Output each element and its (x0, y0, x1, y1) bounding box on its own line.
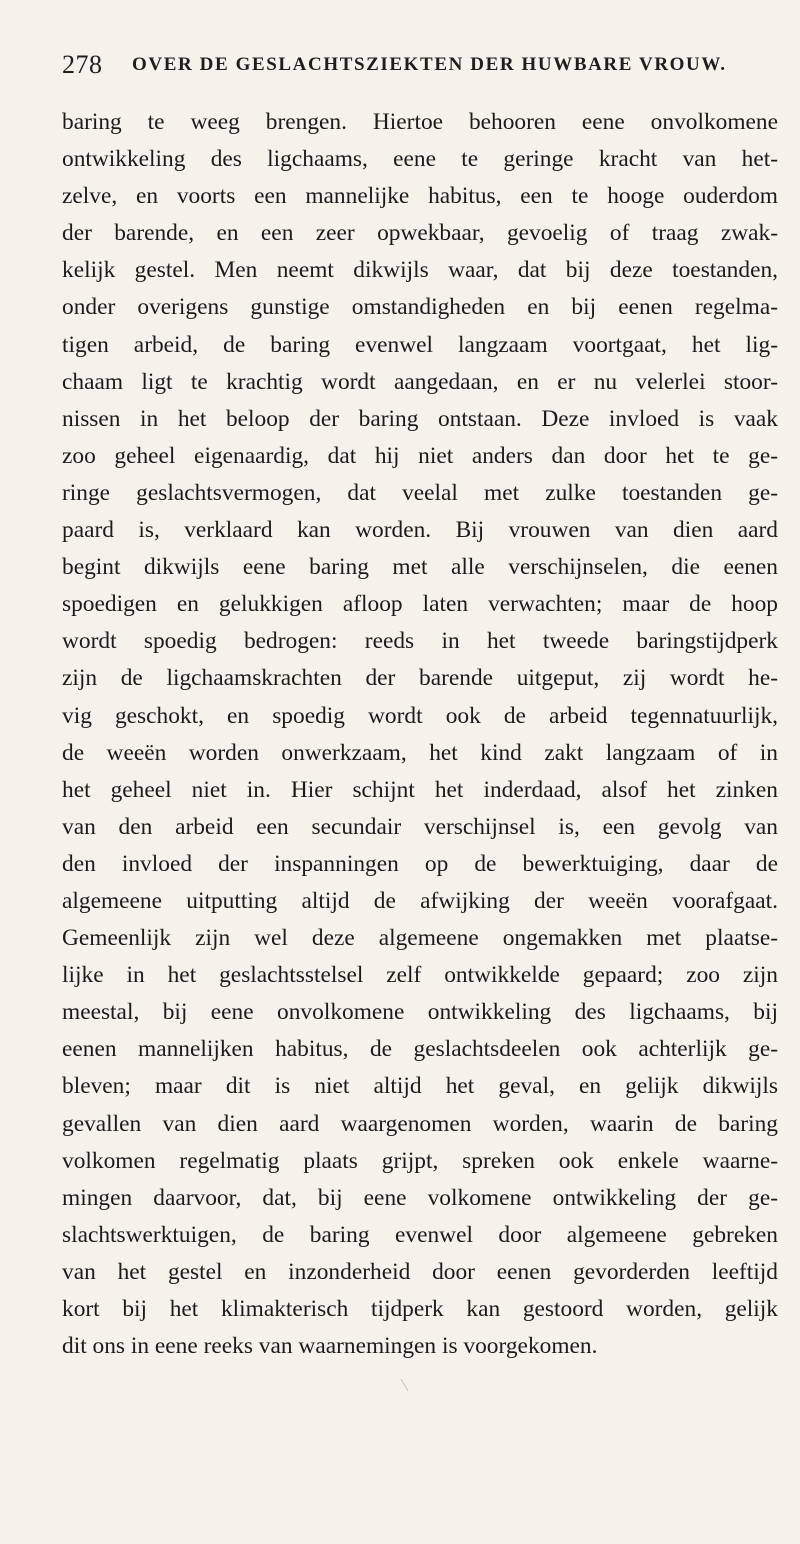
text-line: kort bij het klimakterisch tijdperk kan gestoord worden, gelijk (62, 1296, 778, 1322)
text-line: ontwikkeling des ligchaams, eene te geringe kracht van het- (62, 146, 778, 173)
text-line: paard is, verklaard kan worden. Bij vrouwen van dien aard (62, 517, 778, 544)
text-line: spoedigen en gelukkigen afloop laten verwachten; maar de hoop (62, 591, 778, 618)
text-line: bleven; maar dit is niet altijd het geval, en gelijk dikwijls (62, 1073, 778, 1100)
body-text (62, 104, 778, 1365)
text-line: kelijk gestel. Men neemt dikwijls waar, dat bij deze toestanden, (62, 257, 778, 284)
text-line: begint dikwijls eene baring met alle verschijnselen, die eenen (62, 554, 778, 581)
text-line: eenen mannelijken habitus, de geslachtsdeelen ook achterlijk ge- (62, 1036, 778, 1063)
text-line: volkomen regelmatig plaats grijpt, spreken ook enkele waarne- (62, 1147, 778, 1174)
text-line: baring te weeg brengen. Hiertoe behooren eene onvolkomene (62, 109, 778, 135)
text-line: den invloed der inspanningen op de bewerktuiging, daar de (62, 850, 778, 877)
text-line: onder overigens gunstige omstandigheden en bij eenen regelma- (62, 294, 778, 321)
text-line: van den arbeid een secundair verschijnsel is, een gevolg van (62, 813, 778, 840)
page-number: 278 (62, 50, 103, 79)
text-line: de weeën worden onwerkzaam, het kind zakt langzaam of in (62, 739, 778, 766)
text-line: vig geschokt, en spoedig wordt ook de arbeid tegennatuurlijk, (62, 702, 778, 729)
text-line: zijn de ligchaamskrachten der barende uitgeput, zij wordt he- (62, 665, 778, 692)
text-line: tigen arbeid, de baring evenwel langzaam voortgaat, het lig- (62, 331, 778, 358)
text-line: Gemeenlijk zijn wel deze algemeene ongemakken met plaatse- (62, 925, 778, 952)
running-head: OVER DE GESLACHTSZIEKTEN DER HUWBARE VROUW. (132, 54, 727, 75)
text-line: lijke in het geslachtsstelsel zelf ontwikkelde gepaard; zoo zijn (62, 962, 778, 989)
text-line: der barende, en een zeer opwekbaar, gevoelig of traag zwak- (62, 220, 778, 247)
text-line: wordt spoedig bedrogen: reeds in het tweede baringstijdperk (62, 628, 778, 655)
text-line: het geheel niet in. Hier schijnt het inderdaad, alsof het zinken (62, 776, 778, 803)
text-line: nissen in het beloop der baring ontstaan. Deze invloed is vaak (62, 405, 778, 432)
text-line: meestal, bij eene onvolkomene ontwikkeling des ligchaams, bij (62, 999, 778, 1026)
text-line: slachtswerktuigen, de baring evenwel door algemeene gebreken (62, 1221, 778, 1248)
page-header (62, 50, 762, 90)
paper-speck (401, 1379, 409, 1392)
text-line: van het gestel en inzonderheid door eenen gevorderden leeftijd (62, 1258, 778, 1285)
text-line: gevallen van dien aard waargenomen worden, waarin de baring (62, 1110, 778, 1137)
text-line: ringe geslachtsvermogen, dat veelal met zulke toestanden ge- (62, 479, 778, 506)
text-line: algemeene uitputting altijd de afwijking der weeën voorafgaat. (62, 887, 778, 914)
text-line: chaam ligt te krachtig wordt aangedaan, en er nu velerlei stoor- (62, 368, 778, 395)
text-line: mingen daarvoor, dat, bij eene volkomene ontwikkeling der ge- (62, 1184, 778, 1211)
text-line: zoo geheel eigenaardig, dat hij niet anders dan door het te ge- (62, 442, 778, 469)
text-line: dit ons in eene reeks van waarnemingen is voorgekomen. (62, 1333, 598, 1360)
text-line: zelve, en voorts een mannelijke habitus, een te hooge ouderdom (62, 183, 778, 210)
